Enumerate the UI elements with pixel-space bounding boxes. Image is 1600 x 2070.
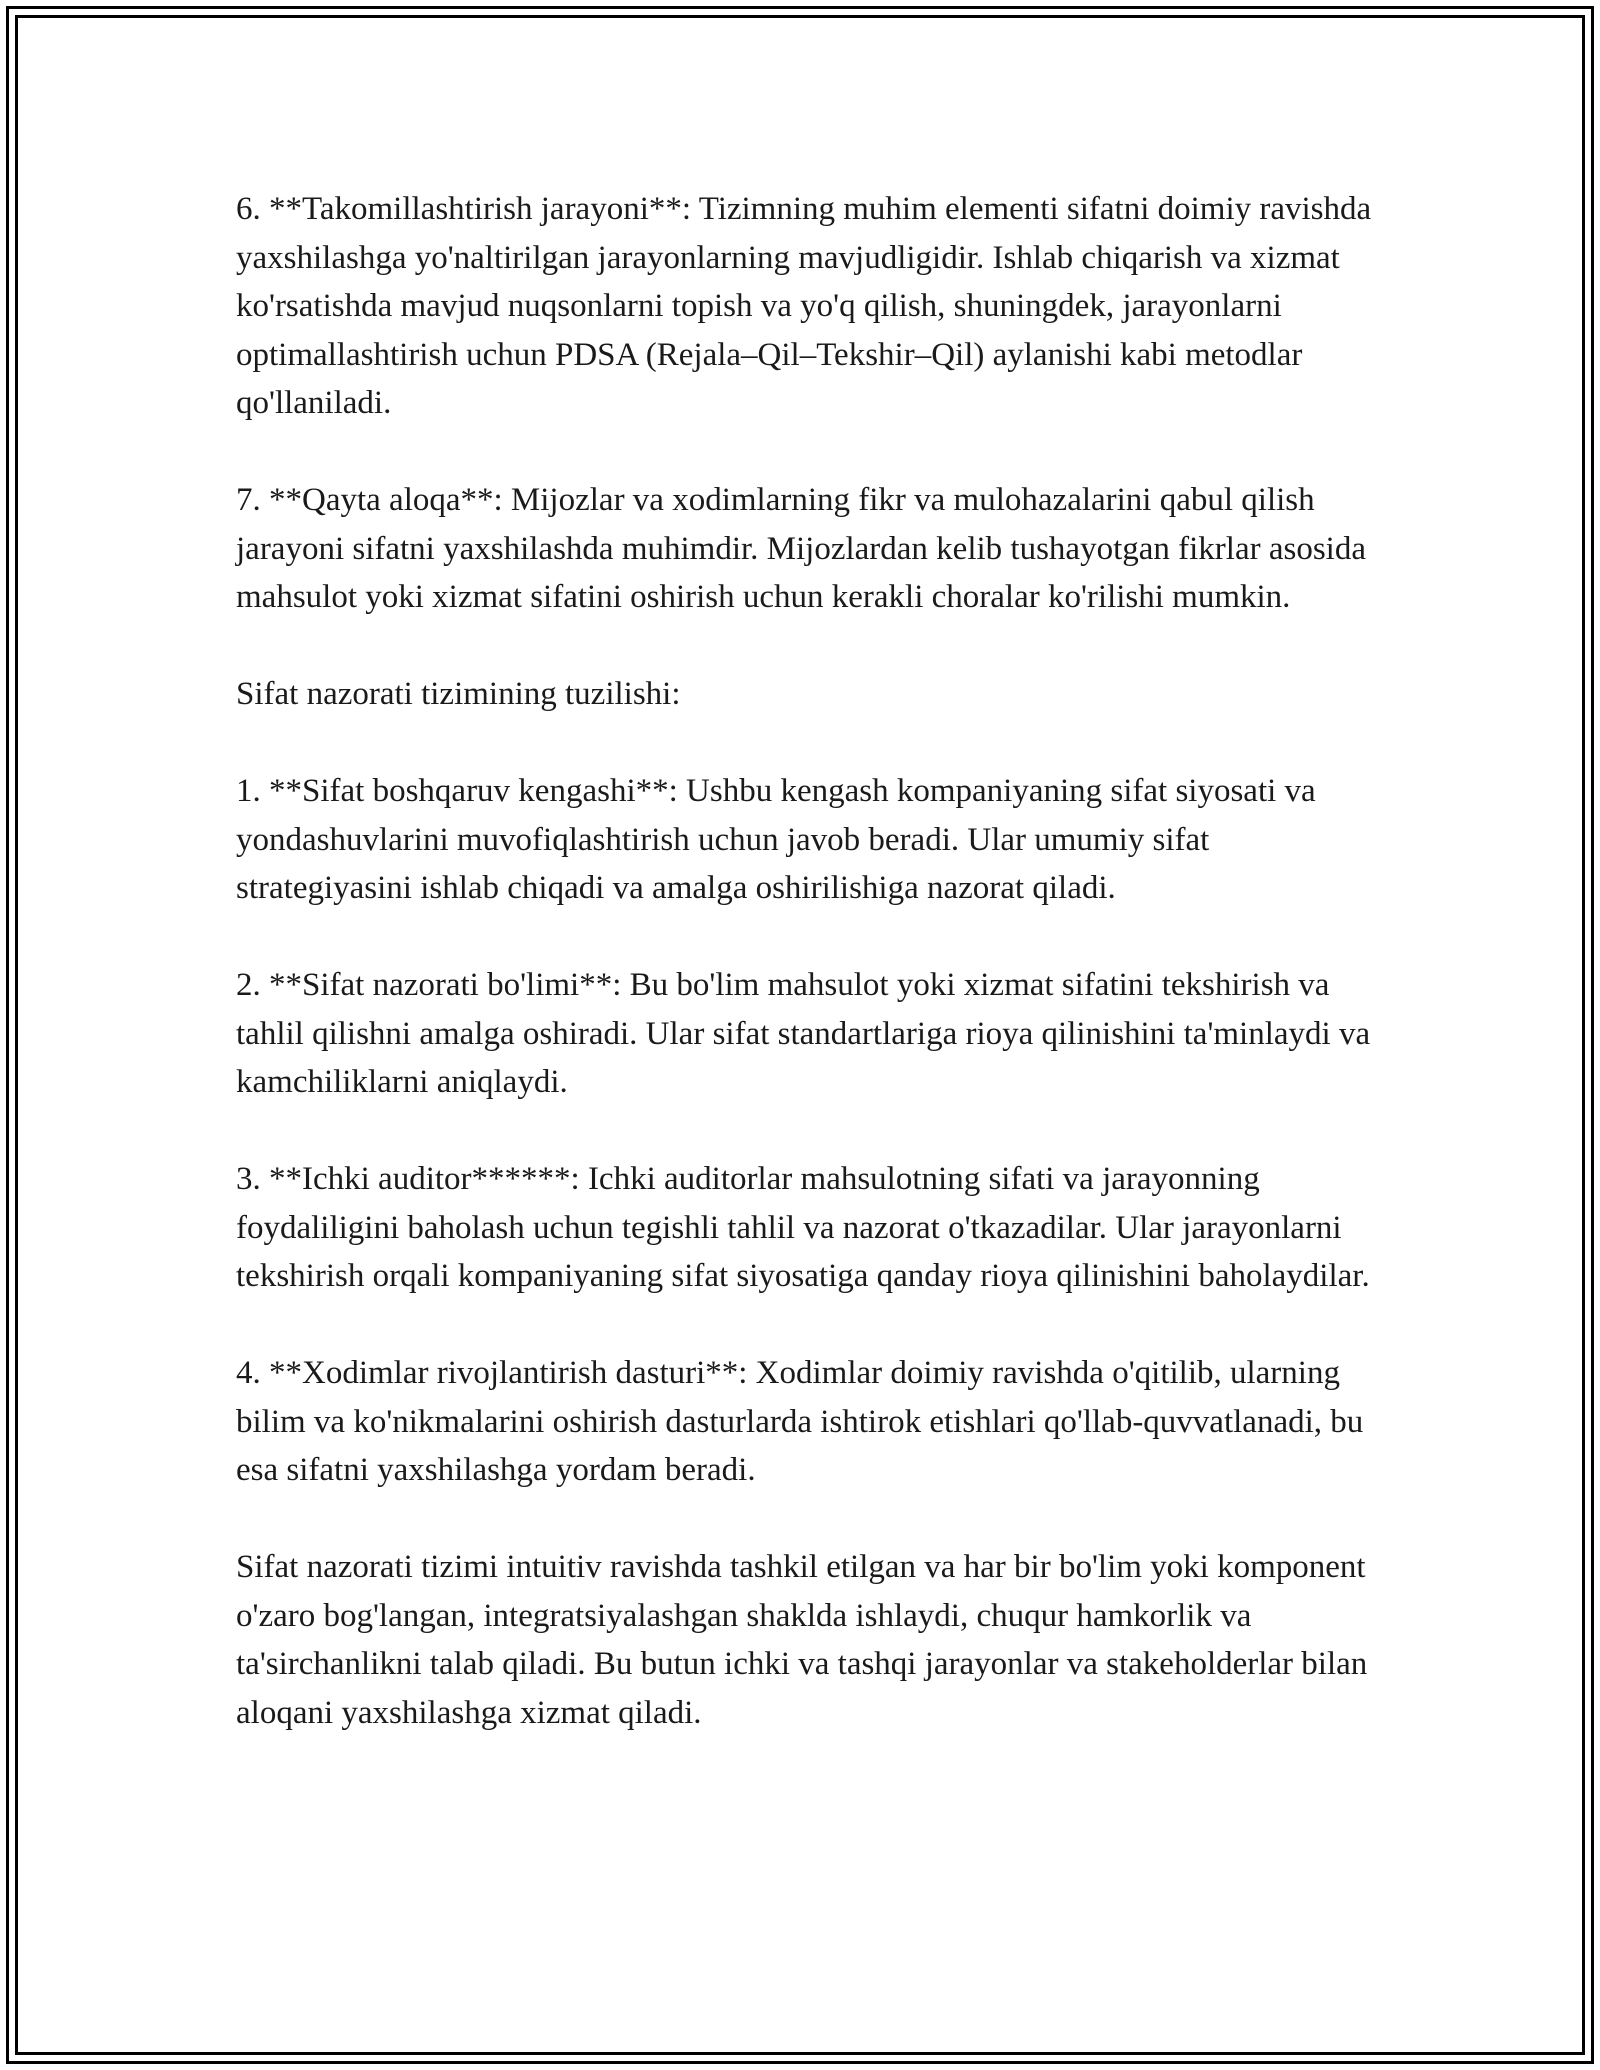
- paragraph-staff-development: 4. **Xodimlar rivojlantirish dasturi**: Xodimlar doimiy ravishda o'qitilib, ularning bilim va ko'nikmalarini oshirish dasturlarda ishtirok etishlari qo'llab-quvvatlanadi, bu esa sifatni yaxshilashga yordam beradi.: [236, 1355, 1364, 1488]
- paragraph-conclusion: Sifat nazorati tizimi intuitiv ravishda tashkil etilgan va har bir bo'lim yoki komponent o'zaro bog'langan, integratsiyalashgan shaklda ishlaydi, chuqur hamkorlik va ta'sirchanlikni talab qiladi. Bu butun ichki va tashqi jarayonlar va stakeholderlar bilan aloqani yaxshilashga xizmat qiladi.: [236, 1549, 1368, 1731]
- paragraph-internal-auditor: 3. **Ichki auditor******: Ichki auditorlar mahsulotning sifati va jarayonning foydaliligini baholash uchun tegishli tahlil va nazorat o'tkazadilar. Ular jarayonlarni tekshirish orqali kompaniyaning sifat siyosatiga qanday rioya qilinishini baholaydilar.: [236, 1161, 1370, 1294]
- paragraph-quality-control-department: 2. **Sifat nazorati bo'limi**: Bu bo'lim mahsulot yoki xizmat sifatini tekshirish va tahlil qilishni amalga oshiradi. Ular sifat standartlariga rioya qilinishini ta'minlaydi va kamchiliklarni aniqlaydi.: [236, 967, 1371, 1100]
- paragraph-improvement-process: 6. **Takomillashtirish jarayoni**: Tizimning muhim elementi sifatni doimiy ravishda yaxshilashga yo'naltirilgan jarayonlarning mavjudligidir. Ishlab chiqarish va xizmat ko'rsatishda mavjud nuqsonlarni topish va yo'q qilish, shuningdek, jarayonlarni optimallashtirish uchun PDSA (Rejala–Qil–Tekshir–Qil) aylanishi kabi metodlar qo'llaniladi.: [236, 191, 1372, 421]
- document-body: [236, 185, 1376, 1786]
- paragraph-quality-council: 1. **Sifat boshqaruv kengashi**: Ushbu kengash kompaniyaning sifat siyosati va yondashuvlarini muvofiqlashtirish uchun javob beradi. Ular umumiy sifat strategiyasini ishlab chiqadi va amalga oshirilishiga nazorat qiladi.: [236, 773, 1316, 906]
- section-heading-structure: Sifat nazorati tizimining tuzilishi:: [236, 676, 681, 712]
- paragraph-feedback: 7. **Qayta aloqa**: Mijozlar va xodimlarning fikr va mulohazalarini qabul qilish jarayoni sifatni yaxshilashda muhimdir. Mijozlardan kelib tushayotgan fikrlar asosida mahsulot yoki xizmat sifatini oshirish uchun kerakli choralar ko'rilishi mumkin.: [236, 482, 1366, 615]
